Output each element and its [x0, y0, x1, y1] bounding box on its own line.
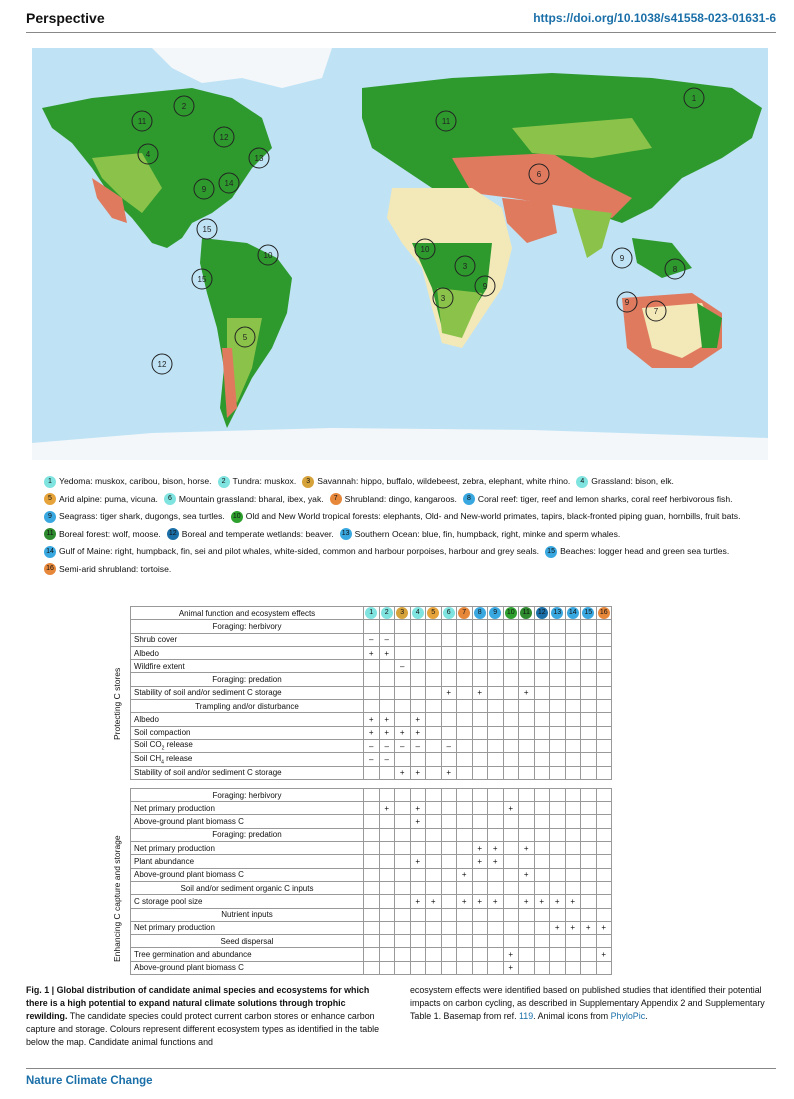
legend-badge: 13	[340, 528, 352, 540]
ref-link[interactable]: 119	[519, 1011, 534, 1021]
map-marker-label: 3	[440, 294, 446, 303]
caption-col-right	[410, 984, 770, 1023]
caption-title: Fig. 1 | Global distribution of candidate animal species and ecosystems for which there is a high potential to expand natural climate solutions through trophic rewilding.	[26, 985, 370, 1021]
map-marker-label: 12	[219, 133, 229, 142]
table-col-header: 12	[534, 607, 550, 620]
page-header	[26, 10, 776, 33]
map-marker-label: 9	[201, 185, 207, 194]
legend-text: Mountain grassland: bharal, ibex, yak.	[178, 493, 324, 504]
legend-text: Grassland: bison, elk.	[591, 476, 674, 486]
legend-text: Southern Ocean: blue, fin, humpback, right, minke and sperm whales.	[354, 528, 621, 539]
table-col-header: 7	[457, 607, 473, 620]
legend-item	[44, 561, 171, 579]
legend-item	[44, 473, 212, 491]
legend-item	[44, 543, 539, 561]
table-row: Wildfire extent –	[131, 660, 612, 673]
map-marker-label: 11	[137, 117, 147, 126]
map-marker-label: 10	[263, 251, 273, 260]
table-col-header: 15	[581, 607, 597, 620]
table-subheader-row: Nutrient inputs	[131, 908, 612, 921]
legend-item	[576, 473, 674, 491]
table-row: C storage pool size + + + + + + + + +	[131, 895, 612, 908]
legend-text: Seagrass: tiger shark, dugongs, sea turtles.	[59, 511, 225, 521]
legend-item	[231, 508, 741, 526]
map-marker-label: 9	[624, 298, 630, 307]
legend-text: Shrubland: dingo, kangaroos.	[344, 493, 457, 504]
table-header-label: Animal function and ecosystem effects	[131, 607, 364, 620]
table-col-header: 5	[426, 607, 442, 620]
caption-text-1: The candidate species could protect current carbon stores or enhance carbon capture and storage. Colours represent different ecosystem types as identified in the table below the map. Candidate animal functions and	[26, 1011, 380, 1047]
legend-text: Old and New World tropical forests: elephants, Old- and New-world primates, tapirs, black-fronted piping guan, hornbills, fruit bats.	[245, 511, 741, 521]
legend-text: Savannah: hippo, buffalo, wildebeest, zebra, elephant, white rhino.	[317, 476, 571, 486]
map-marker-label: 14	[224, 179, 234, 188]
table-row: Soil $CH_4$ release – –	[131, 753, 612, 766]
legend-badge: 4	[576, 476, 588, 488]
legend-item	[302, 473, 570, 491]
map-marker-label: 13	[254, 154, 264, 163]
legend-badge: 8	[463, 493, 475, 505]
legend-text: Coral reef: tiger, reef and lemon sharks, coral reef herbivorous fish.	[477, 493, 733, 504]
legend-item	[164, 491, 324, 509]
caption-col-left	[26, 984, 386, 1049]
legend-badge: 7	[330, 493, 342, 505]
legend-text: Boreal forest: wolf, moose.	[59, 528, 161, 539]
legend-text: Semi-arid shrubland: tortoise.	[59, 563, 172, 574]
map-marker-label: 7	[653, 307, 659, 316]
map-marker-label: 2	[181, 102, 187, 111]
table-row: Plant abundance + + +	[131, 855, 612, 868]
map-marker-label: 3	[462, 262, 468, 271]
legend-text: Beaches: logger head and green sea turtles.	[560, 546, 730, 556]
table-row: Net primary production + + +	[131, 842, 612, 855]
table-col-header: 10	[503, 607, 519, 620]
legend-badge: 15	[545, 546, 557, 558]
legend-text: Gulf of Maine: right, humpback, fin, sei and pilot whales, white-sided, common and harbour porpoises, harbour and grey seals.	[59, 546, 540, 556]
legend-badge: 6	[164, 493, 176, 505]
table-row: Above-ground plant biomass C +	[131, 815, 612, 828]
table-col-header: 9	[488, 607, 504, 620]
map-legend	[44, 473, 764, 578]
legend-text: Yedoma: muskox, caribou, bison, horse.	[59, 476, 212, 486]
section-label: Perspective	[26, 10, 105, 26]
map-marker-label: 12	[157, 360, 167, 369]
map-marker-label: 10	[420, 245, 430, 254]
table-subheader-row: Foraging: predation	[131, 828, 612, 841]
legend-badge: 12	[167, 528, 179, 540]
legend-badge: 11	[44, 528, 56, 540]
legend-badge: 16	[44, 563, 56, 575]
legend-text: Tundra: muskox.	[232, 476, 297, 486]
legend-item	[44, 491, 158, 509]
world-map	[32, 48, 768, 460]
legend-item	[330, 491, 457, 509]
map-marker-label: 1	[691, 94, 697, 103]
table-col-header: 3	[395, 607, 411, 620]
table-col-header: 8	[472, 607, 488, 620]
legend-item	[545, 543, 729, 561]
table-subheader-row: Trampling and/or disturbance	[131, 700, 612, 713]
table-row: Stability of soil and/or sediment C storage + + +	[131, 766, 612, 779]
legend-item	[463, 491, 733, 509]
table-subheader-row: Foraging: herbivory	[131, 620, 612, 633]
table-col-header: 13	[550, 607, 566, 620]
map-marker-label: 15	[197, 275, 207, 284]
legend-badge: 9	[44, 511, 56, 523]
table-subheader-row: Soil and/or sediment organic C inputs	[131, 881, 612, 894]
table-col-header: 16	[596, 607, 612, 620]
table-row: Above-ground plant biomass C + +	[131, 868, 612, 881]
table-row: Soil $CO_2$ release – – – – –	[131, 739, 612, 752]
function-table	[130, 606, 612, 975]
table-col-header: 1	[364, 607, 380, 620]
table-col-header: 11	[519, 607, 535, 620]
legend-badge: 14	[44, 546, 56, 558]
table-row: Net primary production + + + +	[131, 921, 612, 934]
caption-text-3: . Animal icons from	[533, 1011, 611, 1021]
legend-item	[167, 526, 334, 544]
legend-item	[218, 473, 297, 491]
side-label-protecting: Protecting C stores	[112, 667, 122, 740]
legend-item	[44, 526, 161, 544]
legend-badge: 1	[44, 476, 56, 488]
side-label-enhancing: Enhancing C capture and storage	[112, 835, 122, 962]
table-subheader-row: Seed dispersal	[131, 935, 612, 948]
legend-badge: 2	[218, 476, 230, 488]
table-row: Stability of soil and/or sediment C storage + + +	[131, 686, 612, 699]
table-col-header: 14	[565, 607, 581, 620]
map-marker-label: 5	[242, 333, 248, 342]
phylopic-link[interactable]: PhyloPic	[610, 1011, 646, 1021]
map-marker-label: 15	[202, 225, 212, 234]
map-marker-label: 9	[619, 254, 625, 263]
table-row: Net primary production + + +	[131, 802, 612, 815]
table-row: Albedo + + +	[131, 713, 612, 726]
table-row: Soil compaction + + + +	[131, 726, 612, 739]
table-row: Above-ground plant biomass C +	[131, 961, 612, 974]
legend-text: Boreal and temperate wetlands: beaver.	[181, 528, 334, 539]
table-col-header: 2	[379, 607, 395, 620]
legend-badge: 5	[44, 493, 56, 505]
map-marker-label: 4	[145, 150, 151, 159]
table-col-header: 4	[410, 607, 426, 620]
map-marker-label: 9	[482, 282, 488, 291]
legend-item	[340, 526, 621, 544]
caption-text-2: ecosystem effects were identified based on published studies that identified their potential impacts on carbon cycling, as described in Supplementary Appendix 2 and Supplementary Table 1. Basemap from ref.	[410, 985, 765, 1021]
caption-text-4: .	[645, 1011, 648, 1021]
doi-link[interactable]: https://doi.org/10.1038/s41558-023-01631-6	[533, 11, 776, 25]
map-marker-label: 11	[441, 117, 451, 126]
table-row: Shrub cover – –	[131, 633, 612, 646]
legend-item	[44, 508, 225, 526]
legend-text: Arid alpine: puma, vicuna.	[59, 493, 158, 504]
map-marker-label: 8	[672, 265, 678, 274]
table-row: Tree germination and abundance + +	[131, 948, 612, 961]
table-subheader-row: Foraging: predation	[131, 673, 612, 686]
table-subheader-row: Foraging: herbivory	[131, 788, 612, 801]
journal-footer: Nature Climate Change	[26, 1068, 776, 1087]
table-row: Albedo + +	[131, 646, 612, 659]
legend-badge: 3	[302, 476, 314, 488]
map-marker-label: 6	[536, 170, 542, 179]
legend-badge: 10	[231, 511, 243, 523]
table-col-header: 6	[441, 607, 457, 620]
